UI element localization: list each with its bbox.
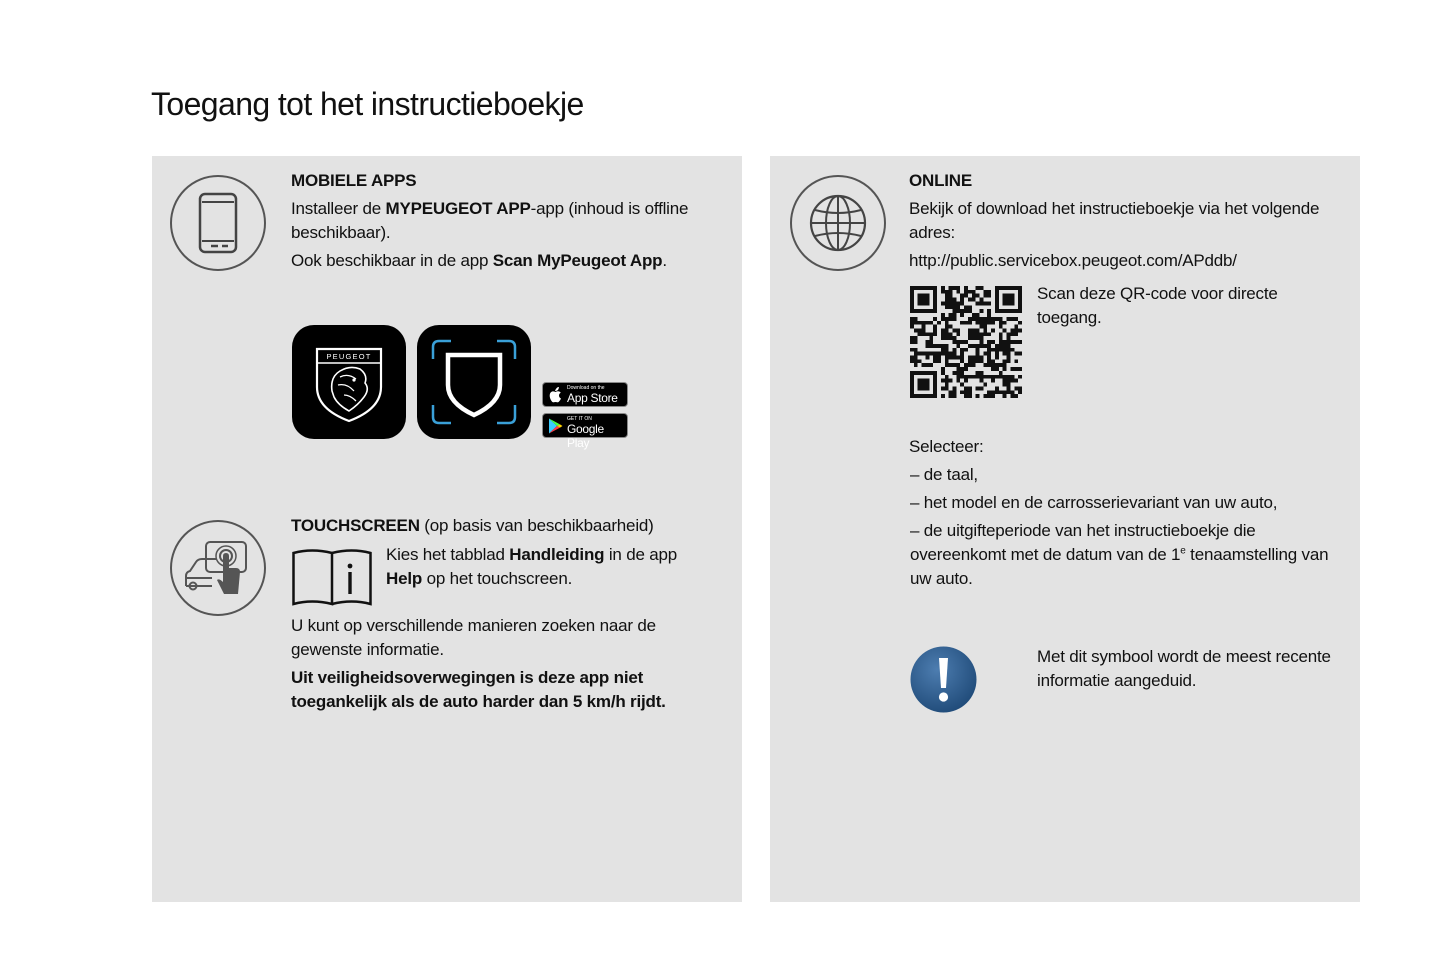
qr-modules [910,286,1022,398]
app-store-small-text: Download on the [567,385,605,391]
tab-name: Handleiding [509,545,605,564]
text: Kies het tabblad [386,545,510,564]
select-item-language: – de taal, [910,465,978,484]
online-text [909,169,1339,273]
app-name: MYPEUGEOT APP [385,199,531,218]
touchscreen-instruction [386,543,726,591]
google-play-icon [548,418,563,434]
text: Ook beschikbaar in de app [291,251,493,270]
text: op het touchscreen. [422,569,573,588]
google-play-label: Google Play [567,422,604,450]
google-play-small-text: GET IT ON [567,416,592,422]
manual-url-link[interactable]: http://public.servicebox.peugeot.com/APddb/ [909,251,1237,270]
app-store-label: App Store [567,391,618,405]
qr-caption: Scan deze QR-code voor directe toegang. [1037,284,1278,327]
smartphone-icon [170,175,266,271]
apple-icon [549,387,562,403]
app-store-badge[interactable] [542,382,628,407]
mobile-apps-text [291,169,721,273]
superscript: e [1180,545,1186,557]
text: in de app [604,545,678,564]
text: -app (inhoud is offline beschikbaar). [291,199,689,242]
panel-apps-touchscreen [152,156,742,902]
select-label: Selecteer: [909,437,984,456]
touchscreen-icon [170,520,266,616]
globe-icon [790,175,886,271]
peugeot-logo-text: PEUGEOT [326,352,372,361]
safety-warning: Uit veiligheidsoverwegingen is deze app niet toegankelijk als de auto harder dan 5 km/h rijdt. [291,668,666,711]
mobile-apps-line1 [291,197,721,245]
help-app-name: Help [386,569,423,588]
scan-mypeugeot-app-icon[interactable] [417,325,531,439]
text: . [662,251,667,270]
manual-info-icon [292,548,372,611]
touchscreen-heading-line [291,514,731,538]
touchscreen-heading-suffix: (op basis van beschikbaarheid) [419,516,654,535]
scan-app-name: Scan MyPeugeot App [492,251,663,270]
page-title: Toegang tot het instructieboekje [151,86,584,122]
qr-code [910,286,1022,398]
online-intro: Bekijk of download het instructieboekje via het volgende adres: [909,199,1320,242]
mobile-apps-heading: MOBIELE APPS [291,171,417,190]
select-item-period [910,519,1340,591]
panel-online [770,156,1360,902]
select-item-model: – het model en de carrosserievariant van uw auto, [910,493,1278,512]
touchscreen-line1 [386,543,726,567]
mobile-apps-line2 [291,249,721,273]
info-symbol-text: Met dit symbool wordt de meest recente informatie aangeduid. [1037,647,1331,690]
touchscreen-line2 [386,567,726,591]
touchscreen-heading: TOUCHSCREEN [291,516,420,535]
google-play-badge[interactable] [542,413,628,450]
exclamation-icon [910,646,977,718]
online-heading: ONLINE [909,171,973,190]
mypeugeot-app-icon[interactable] [292,325,406,439]
touchscreen-paragraph: U kunt op verschillende manieren zoeken naar de gewenste informatie. [291,616,656,659]
text: – de uitgifteperiode van het instructieboekje die overeenkomt met de datum van de 1 [910,521,1256,564]
text: tenaamstelling van uw auto. [910,545,1329,588]
text: Installeer de [291,199,386,218]
